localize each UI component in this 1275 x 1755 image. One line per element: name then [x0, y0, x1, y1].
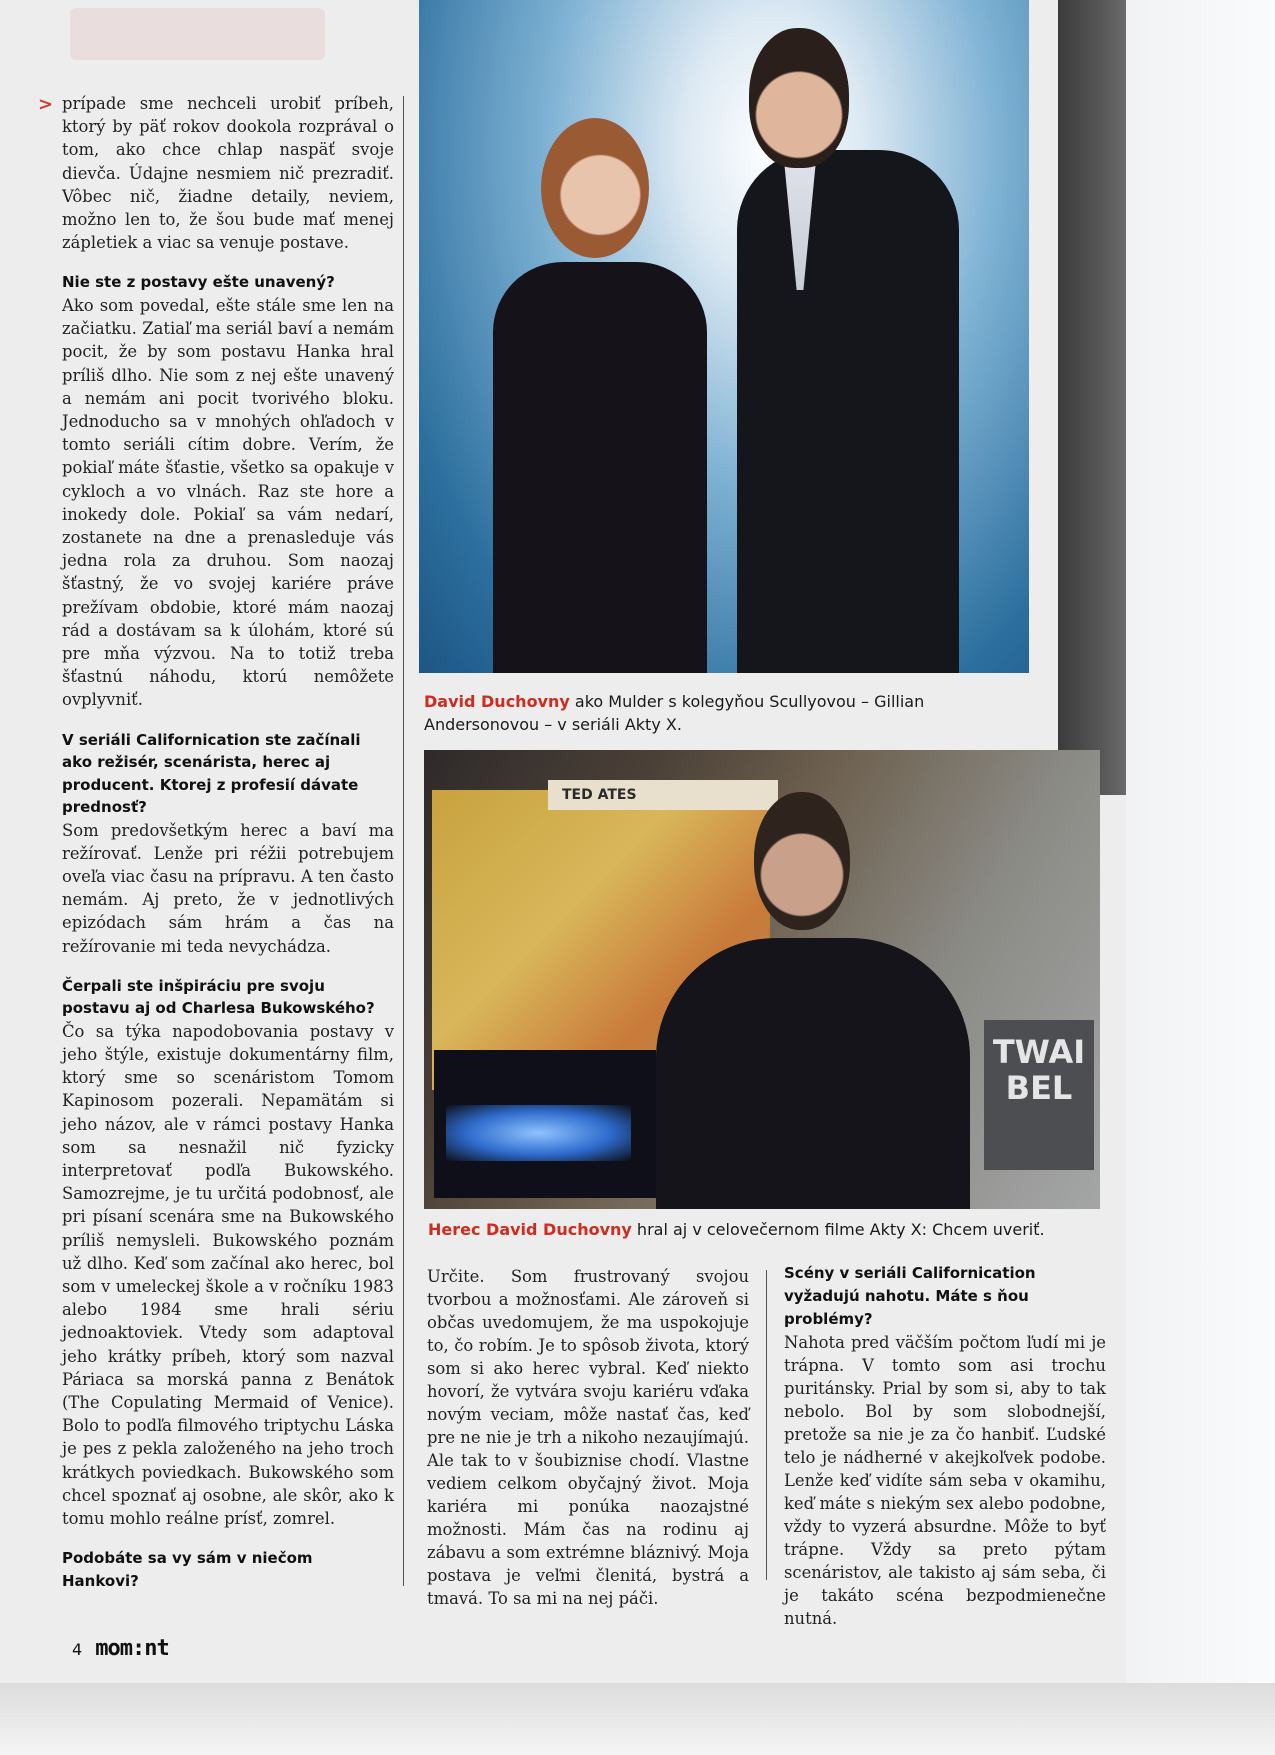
magazine-logo: mom:nt — [95, 1636, 169, 1661]
caption-text: hral aj v celovečernom filme Akty X: Chcem uveriť. — [631, 1220, 1045, 1239]
paragraph: Určite. Som frustrovaný svojou tvorbou a možnosťami. Ale zároveň si občas uvedomujem, že ma uspokojuje to, čo robím. Je to spôsob života, ktorý som si ako herec vybral. Keď niekto hovorí, že vytvára svoju kariéru vďaka novým veciam, môže nastať čas, keď pre ne nie je trh a nikoho nezaujímajú. Ale tak to v šoubiznise chodí. Vlastne vediem celkom obyčajný život. Moja kariéra mi ponúka naozajstné možnosti. Mám čas na rodinu aj zábavu a som extrémne bláznivý. Moja postava je veľmi členitá, bystrá a tmavá. To sa mi na nej páči. — [427, 1267, 749, 1608]
interview-question: Scény v seriáli Californication vyžadujú nahotu. Máte s ňou problémy? — [784, 1264, 1036, 1328]
page-number: 4 — [72, 1640, 83, 1659]
paragraph: Nahota pred väčším počtom ľudí mi je trápna. V tomto som asi trochu puritánsky. Prial by som si, aby to tak nebolo. Bol by som slobodnejší, pretože sa nie je za čo hanbiť. Ľudské telo je nádherné v akejkoľvek podobe. Lenže keď vidíte sám seba v okamihu, keď máte s niekým sex alebo podobne, vždy to vyzerá absurdne. Môže to byť trápne. Vždy sa preto pýtam scenáristov, ale takisto aj sám seba, či je takáto scéna bezpodmienečne nutná. — [784, 1333, 1106, 1628]
page-footer — [72, 1636, 169, 1661]
paragraph: Ako som povedal, ešte stále sme len na začiatku. Zatiaľ ma seriál baví a nemám pocit, že by som postavu Hanka hral príliš dlho. Nie som z nej ešte unavený a nemám ani pocit tvorivého bloku. Jednoducho sa v mnohých ohľadoch v tomto seriáli cítim dobre. Verím, že pokiaľ máte šťastie, všetko sa opakuje v cykloch a vo vlnách. Raz ste hore a inokedy dole. Pokiaľ sa vám nedarí, zostanete na dne a prenasleduje vás jedna rola za druhou. Som naozaj šťastný, že vo svojej kariére práve prežívam obdobie, ktoré mám naozaj rád a dostávam sa k úlohám, ktoré sú pre mňa výzvou. Na to totiž treba šťastnú náhodu, ktorú nemôžete ovplyvniť. — [62, 295, 394, 710]
photo-mulder-scully — [419, 0, 1029, 673]
interview-question: Čerpali ste inšpiráciu pre svoju postavu aj od Charlesa Bukowského? — [62, 976, 375, 1018]
caption-text: ako Mulder s kolegyňou Scullyovou – Gillian Andersonovou – v seriáli Akty X. — [424, 692, 925, 734]
faded-header-block — [70, 8, 325, 60]
page-edge-shadow — [1058, 0, 1126, 795]
photo-figure-man — [737, 150, 959, 673]
photo-caption-1 — [424, 690, 1024, 736]
photo-figure-man-head — [754, 792, 850, 930]
photo-poster: TWAI BEL — [984, 1020, 1094, 1170]
middle-text-column — [427, 1265, 749, 1610]
photo-figure-man-head — [749, 28, 849, 168]
photo-caption-2 — [428, 1218, 1088, 1241]
photo-figure-woman-head — [541, 118, 649, 258]
caption-name: David Duchovny — [424, 692, 570, 711]
interview-question: Nie ste z postavy ešte unavený? — [62, 273, 335, 292]
photo-sign: TED ATES — [548, 780, 778, 810]
interview-question: V seriáli Californication ste začínali ako režisér, scenárista, herec aj producent. Ktorej z profesií dávate prednosť? — [62, 730, 361, 817]
left-text-column — [62, 92, 394, 1592]
photo-duchovny-office — [424, 750, 1100, 1209]
photo-monitor-glow — [446, 1105, 631, 1161]
column-divider — [403, 96, 404, 1586]
interview-question: Podobáte sa vy sám v niečom Hankovi? — [62, 1549, 313, 1590]
right-text-column — [784, 1262, 1106, 1630]
caption-name: Herec David Duchovny — [428, 1220, 632, 1239]
paragraph: prípade sme nechceli urobiť príbeh, ktorý by päť rokov dookola rozprával o tom, ako chce chlap naspäť svoje dievča. Údajne nesmiem nič prezradiť. Vôbec nič, žiadne detaily, neviem, možno len to, že šou bude mať menej zápletiek a viac sa venuje postave. — [62, 94, 394, 253]
photo-figure-woman — [493, 262, 707, 673]
scan-margin — [1126, 0, 1275, 1755]
column-divider — [766, 1270, 767, 1580]
paragraph: Som predovšetkým herec a baví ma režírovať. Lenže pri réžii potrebujem oveľa viac času na prípravu. A ten často nemám. Aj preto, že v jednotlivých epizódach sám hrám a čas na režírovanie mi teda nevychádza. — [62, 820, 394, 956]
paragraph: Čo sa týka napodobovania postavy v jeho štýle, existuje dokumentárny film, ktorý sme so scenáristom Tomom Kapinosom pozerali. Nepamätám si jeho názov, ale v rámci postavy Hanka som sa nesnažil nič fyzicky interpretovať podľa Bukowského. Samozrejme, je tu určitá podobnosť, ale pri písaní scenára sme na Bukowského príliš nemysleli. Bukowského poznám už dlho. Keď som začínal ako herec, bol som v umeleckej škole a v ročníku 1983 alebo 1984 sme hrali sériu jednoaktoviek. Vtedy som adaptoval jeho krátky príbeh, ktorý som nazval Páriaca sa morská panna z Benátok (The Copulating Mermaid of Venice). Bolo to podľa filmového triptychu Láska je pes z pekla založeného na jeho troch krátkych poviedkach. Bukowského som chcel spoznať aj osobne, ale skôr, ako k tomu mohlo reálne prísť, zomrel. — [62, 1021, 394, 1529]
scan-bottom-margin — [0, 1683, 1275, 1755]
continuation-arrow-icon: > — [38, 94, 54, 115]
photo-figure-man — [656, 938, 970, 1209]
